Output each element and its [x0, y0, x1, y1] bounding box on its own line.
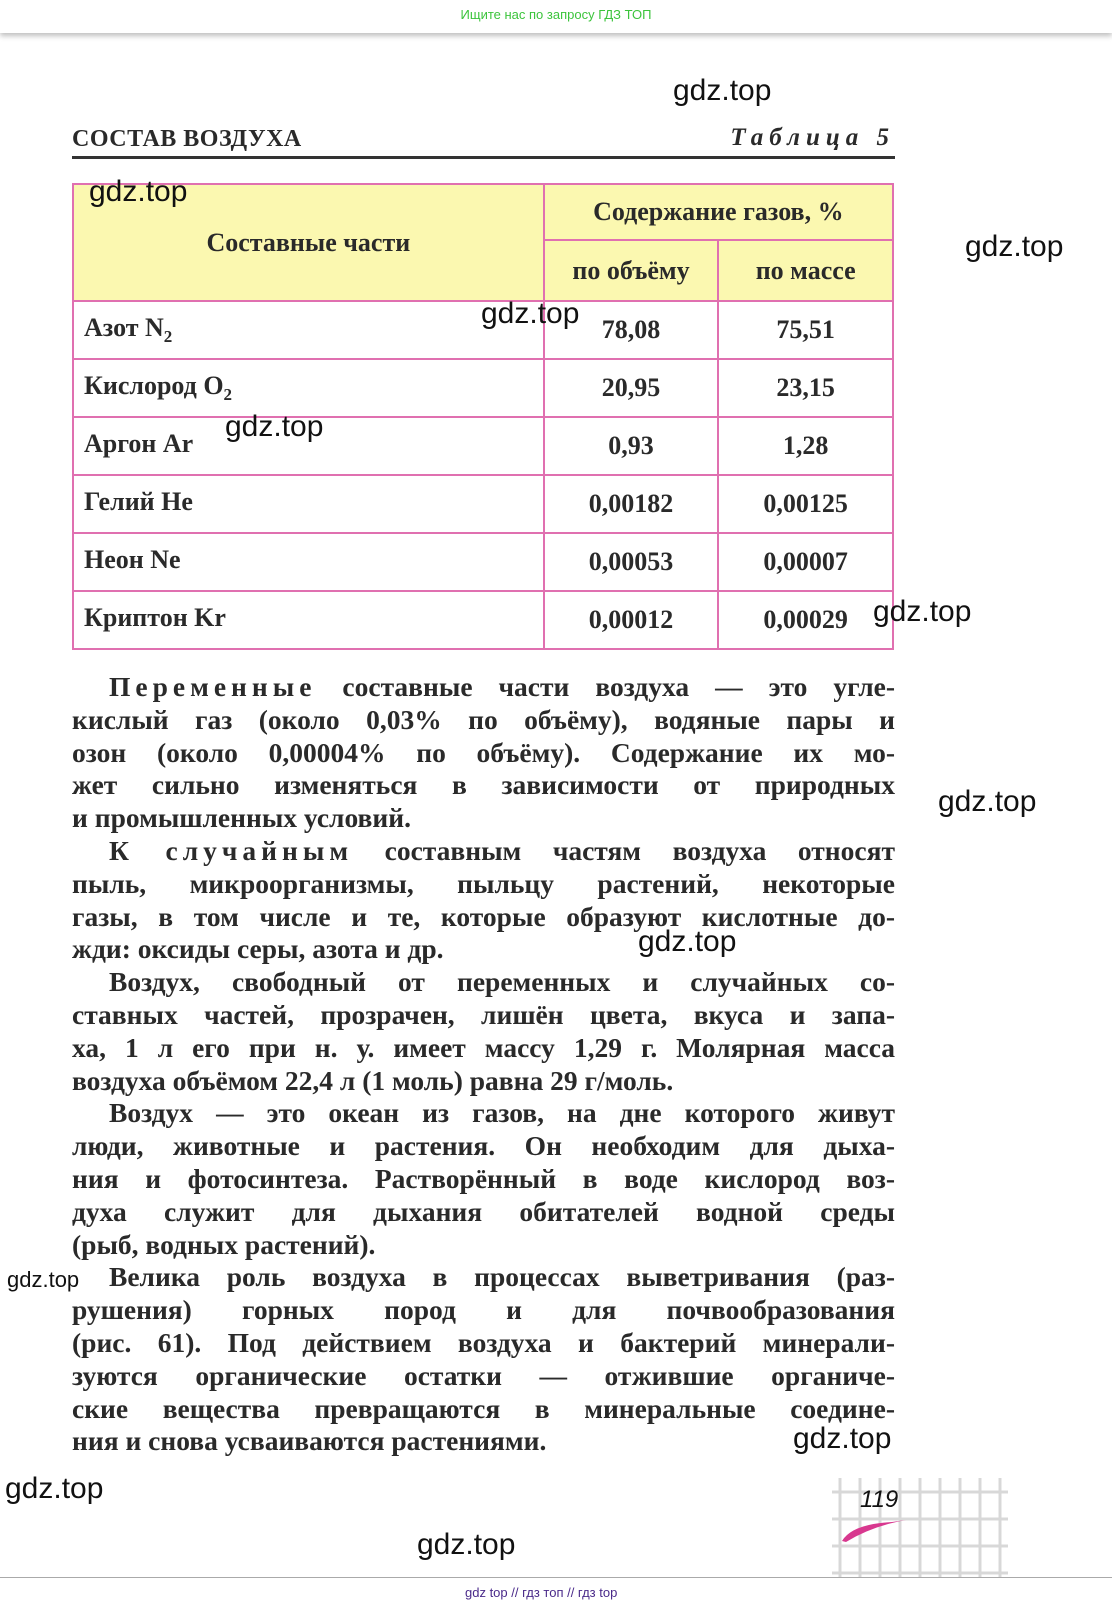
- volume-value: 20,95: [544, 359, 719, 417]
- mass-value: 0,00125: [718, 475, 893, 533]
- table-row: [73, 475, 893, 533]
- text-segment: ставных частей, прозрачен, лишён цвета, вкуса и запа-: [72, 999, 895, 1030]
- text-line: [109, 670, 895, 703]
- mass-value: 1,28: [718, 417, 893, 475]
- text-line: [72, 932, 895, 965]
- volume-value: 0,00182: [544, 475, 719, 533]
- mass-value: 0,00007: [718, 533, 893, 591]
- table-row: [73, 359, 893, 417]
- header-mass: по массе: [718, 240, 893, 301]
- text-segment: случайным: [165, 835, 354, 866]
- text-segment: Воздух — это океан из газов, на дне которого живут: [109, 1097, 895, 1129]
- text-line: [72, 801, 895, 834]
- gas-name-text: Гелий He: [84, 486, 193, 516]
- text-segment: воздуха объёмом 22,4 л (1 моль) равна 29 г/моль.: [72, 1064, 674, 1096]
- mass-value: 75,51: [718, 301, 893, 359]
- text-line: [72, 900, 895, 933]
- gas-name: [73, 475, 544, 533]
- mass-value: 23,15: [718, 359, 893, 417]
- watermark: gdz.top: [225, 410, 324, 443]
- text-line: [72, 998, 895, 1031]
- gas-subscript: 2: [223, 385, 233, 405]
- text-line: [72, 1326, 895, 1359]
- text-segment: [134, 835, 166, 866]
- footer-links: gdz top // гдз топ // гдз top: [465, 1585, 618, 1600]
- text-line: [109, 1260, 895, 1293]
- text-line: [72, 1195, 895, 1228]
- text-segment: составным частям воздуха относят: [353, 835, 895, 866]
- watermark: gdz.top: [481, 297, 580, 330]
- text-line: [72, 1359, 895, 1392]
- banner-text: Ищите нас по запросу ГДЗ ТОП: [460, 7, 652, 22]
- gas-name-text: Неон Ne: [84, 544, 181, 574]
- text-segment: жет сильно изменяться в зависимости от природных: [72, 769, 895, 801]
- text-line: [109, 834, 895, 867]
- text-segment: ские вещества превращаются в минеральные соедине-: [72, 1392, 895, 1424]
- gas-name-text: Аргон Ar: [84, 428, 194, 458]
- top-banner: [0, 0, 1112, 33]
- watermark: gdz.top: [638, 925, 737, 958]
- watermark: gdz.top: [938, 785, 1037, 818]
- gas-subscript: 2: [163, 327, 173, 347]
- volume-value: 0,93: [544, 417, 719, 475]
- text-segment: составные части воздуха — это угле-: [316, 671, 895, 702]
- watermark: gdz.top: [965, 230, 1064, 263]
- text-segment: ха, 1 л его при н. у. имеет массу 1,29 г. Молярная масса: [72, 1031, 895, 1063]
- text-line: [72, 1064, 895, 1097]
- text-line: [72, 867, 895, 900]
- grid-paper-icon: [832, 1478, 1008, 1578]
- header-volume: по объёму: [544, 240, 719, 301]
- gas-name: [73, 301, 544, 359]
- text-line: [72, 736, 895, 769]
- watermark: gdz.top: [673, 74, 772, 107]
- watermark: gdz.top: [417, 1528, 516, 1561]
- text-segment: (рыб, водных растений).: [72, 1228, 376, 1260]
- text-line: [109, 965, 895, 998]
- text-line: [72, 1424, 895, 1457]
- watermark: gdz.top: [5, 1472, 104, 1505]
- volume-value: 0,00053: [544, 533, 719, 591]
- gas-name-text: Кислород O: [84, 370, 224, 400]
- table-row: [73, 591, 893, 649]
- text-segment: К: [109, 835, 134, 866]
- gas-name: [73, 591, 544, 649]
- text-segment: Переменные: [109, 671, 317, 702]
- header-content: Содержание газов, %: [544, 184, 893, 240]
- text-segment: жди: оксиды серы, азота и др.: [72, 933, 444, 965]
- gas-name: [73, 533, 544, 591]
- text-segment: кислый газ (около 0,03% по объёму), водяные пары и: [72, 703, 895, 735]
- mass-value: 0,00029: [718, 591, 893, 649]
- text-line: [72, 1392, 895, 1425]
- text-segment: Велика роль воздуха в процессах выветривания (раз-: [109, 1261, 895, 1293]
- text-segment: и промышленных условий.: [72, 802, 411, 834]
- text-line: [109, 1096, 895, 1129]
- page-number-block: [832, 1478, 1008, 1578]
- text-segment: рушения) горных пород и для почвообразования: [72, 1294, 895, 1326]
- gas-name-text: Азот N: [84, 312, 164, 342]
- text-line: [72, 1129, 895, 1162]
- volume-value: 78,08: [544, 301, 719, 359]
- text-segment: газы, в том числе и те, которые образуют кислотные до-: [72, 900, 895, 932]
- header-parts: Составные части: [73, 184, 544, 301]
- gas-name-text: Криптон Kr: [84, 602, 226, 632]
- footer-divider: [0, 1577, 1112, 1578]
- watermark: gdz.top: [873, 595, 972, 628]
- text-segment: люди, животные и растения. Он необходим для дыха-: [72, 1130, 895, 1162]
- watermark: gdz.top: [7, 1267, 80, 1292]
- table-row: [73, 417, 893, 475]
- table-row: [73, 533, 893, 591]
- text-segment: озон (около 0,00004% по объёму). Содержание их мо-: [72, 736, 895, 768]
- watermark: gdz.top: [793, 1422, 892, 1455]
- text-line: [72, 703, 895, 736]
- text-line: [72, 1293, 895, 1326]
- text-segment: Воздух, свободный от переменных и случайных со-: [109, 966, 895, 998]
- page-number: 119: [860, 1486, 899, 1513]
- text-line: [72, 768, 895, 801]
- text-line: [72, 1228, 895, 1261]
- gas-name: [73, 359, 544, 417]
- section-title: СОСТАВ ВОЗДУХА: [72, 126, 302, 152]
- text-segment: зуются органические остатки — отжившие органиче-: [72, 1359, 895, 1391]
- air-composition-table: [72, 183, 894, 650]
- section-heading: [72, 122, 895, 159]
- text-segment: пыль, микроорганизмы, пыльцу растений, некоторые: [72, 867, 895, 899]
- text-line: [72, 1031, 895, 1064]
- text-segment: (рис. 61). Под действием воздуха и бактерий минерали-: [72, 1327, 895, 1358]
- text-segment: ния и фотосинтеза. Растворённый в воде кислород воз-: [72, 1163, 895, 1194]
- table-label: Таблица 5: [730, 124, 895, 151]
- watermark: gdz.top: [89, 175, 188, 208]
- text-segment: духа служит для дыхания обитателей водной среды: [72, 1195, 895, 1227]
- text-segment: ния и снова усваиваются растениями.: [72, 1425, 547, 1457]
- text-line: [72, 1162, 895, 1195]
- volume-value: 0,00012: [544, 591, 719, 649]
